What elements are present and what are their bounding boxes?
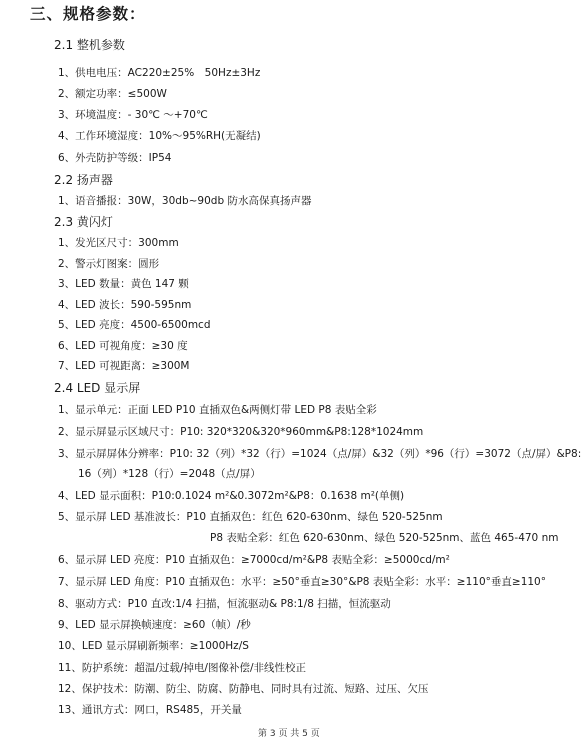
spec-item: 1、语音播报：30W，30db~90db 防水高保真扬声器 xyxy=(58,195,312,207)
spec-item: 1、发光区尺寸：300mm xyxy=(58,237,179,249)
spec-item: 2、显示屏显示区域尺寸：P10: 320*320&320*960mm&P8:128*1024mm xyxy=(58,426,424,438)
spec-item: 1、供电电压：AC220±25% 50Hz±3Hz xyxy=(58,67,261,79)
spec-item: 12、保护技术：防潮、防尘、防腐、防静电、同时具有过流、短路、过压、欠压 xyxy=(58,683,429,695)
subsection-title-2-3: 2.3 黄闪灯 xyxy=(54,215,113,229)
spec-item: 6、外壳防护等级：IP54 xyxy=(58,152,172,164)
spec-item: 6、显示屏 LED 亮度：P10 直插双色：≥7000cd/m²&P8 表贴全彩：≥5000cd/m² xyxy=(58,554,450,566)
spec-item: 8、驱动方式：P10 直改:1/4 扫描，恒流驱动& P8:1/8 扫描，恒流驱动 xyxy=(58,598,391,610)
subsection-title-2-4: 2.4 LED 显示屏 xyxy=(54,381,141,395)
spec-item: 3、环境温度：- 30℃ ～+70℃ xyxy=(58,109,208,121)
spec-item: 10、LED 显示屏刷新频率：≥1000Hz/S xyxy=(58,640,249,652)
spec-item: 4、LED 显示面积：P10:0.1024 m²&0.3072m²&P8：0.1638 m²(单侧) xyxy=(58,490,405,502)
spec-item: 7、LED 可视距离：≥300M xyxy=(58,360,190,372)
spec-item: 2、警示灯图案：圆形 xyxy=(58,258,160,270)
subsection-title-2-2: 2.2 扬声器 xyxy=(54,173,113,187)
spec-item: 5、显示屏 LED 基准波长：P10 直插双色：红色 620-630nm、绿色 520-525nm xyxy=(58,511,443,523)
spec-item: 3、LED 数量：黄色 147 颗 xyxy=(58,278,189,290)
spec-item: 7、显示屏 LED 角度：P10 直插双色：水平：≥50°垂直≥30°&P8 表贴全彩：水平：≥110°垂直≥110° xyxy=(58,576,546,588)
spec-item: 4、工作环境湿度：10%～95%RH(无凝结) xyxy=(58,130,261,142)
section-heading: 三、规格参数： xyxy=(30,5,146,23)
page-footer: 第 3 页 共 5 页 xyxy=(258,729,320,739)
spec-item: 3、显示屏屏体分辨率：P10: 32（列）*32（行）=1024（点/屏）&32（列）*96（行）=3072（点/屏）&P8: xyxy=(58,448,582,460)
subsection-title-2-1: 2.1 整机参数 xyxy=(54,38,125,52)
spec-item: 11、防护系统：超温/过载/掉电/图像补偿/非线性校正 xyxy=(58,662,307,674)
spec-item: 9、LED 显示屏换帧速度：≥60（帧）/秒 xyxy=(58,619,251,631)
spec-item: 6、LED 可视角度：≥30 度 xyxy=(58,340,188,352)
spec-item: 2、额定功率：≤500W xyxy=(58,88,167,100)
spec-item: 4、LED 波长：590-595nm xyxy=(58,299,192,311)
spec-item-continuation: P8 表贴全彩：红色 620-630nm、绿色 520-525nm、蓝色 465-470 nm xyxy=(210,532,559,544)
spec-item: 13、通讯方式：网口，RS485，开关量 xyxy=(58,704,242,716)
spec-item: 1、显示单元：正面 LED P10 直插双色&两侧灯带 LED P8 表贴全彩 xyxy=(58,404,377,416)
spec-item-continuation: 16（列）*128（行）=2048（点/屏） xyxy=(78,468,261,480)
spec-item: 5、LED 亮度：4500-6500mcd xyxy=(58,319,211,331)
